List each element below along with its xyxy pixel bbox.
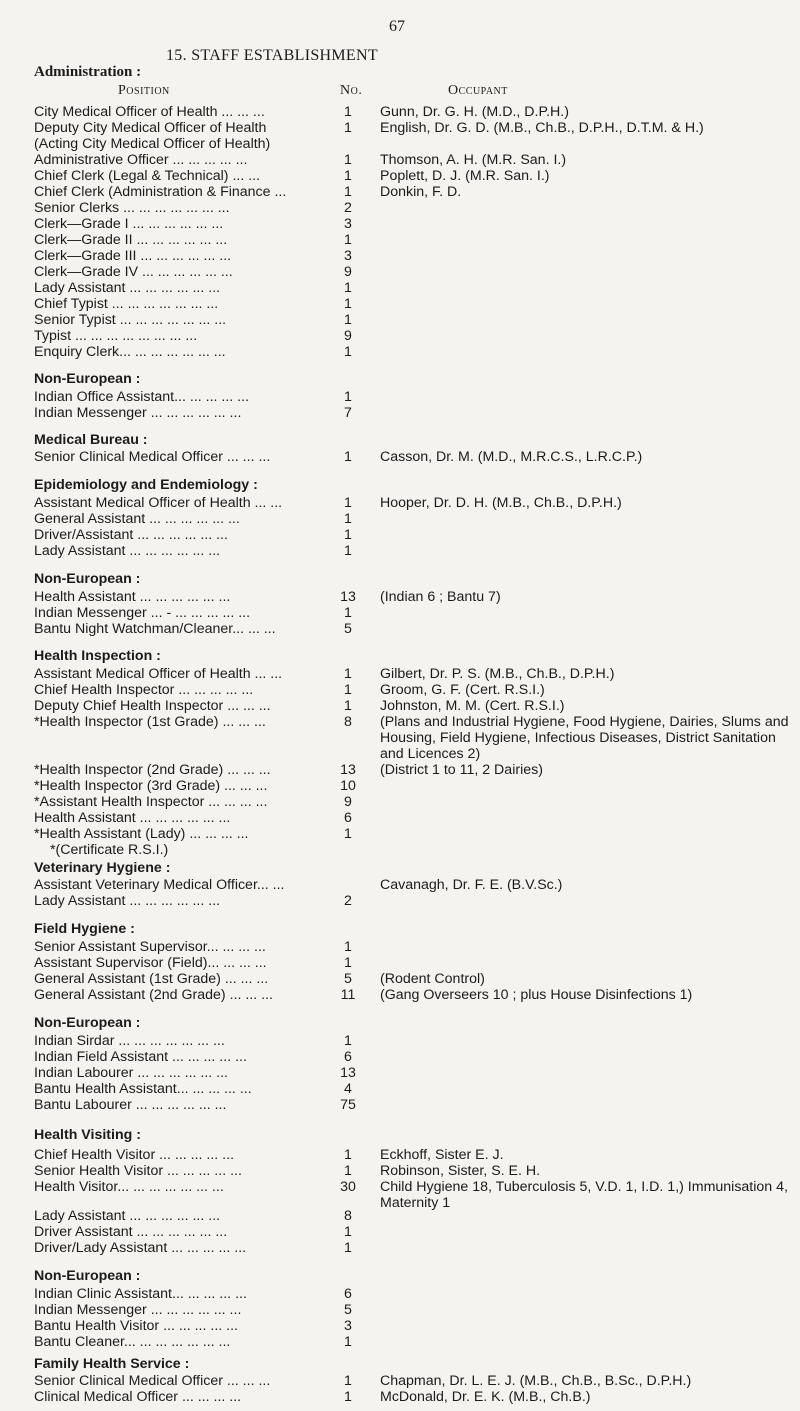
section-heading: Epidemiology and Endemiology : [34, 477, 258, 493]
position-cell: Driver Assistant ... ... ... ... ... ... [34, 1224, 228, 1240]
table-row [0, 168, 800, 184]
occupant-cell: Hooper, Dr. D. H. (M.B., Ch.B., D.P.H.) [380, 495, 622, 511]
table-row [0, 826, 800, 842]
position-cell: Bantu Cleaner... ... ... ... ... ... ... [34, 1334, 231, 1350]
number-cell: 1 [344, 184, 352, 200]
number-cell: 1 [344, 104, 352, 120]
table-row [0, 449, 800, 465]
position-cell: Indian Messenger ... ... ... ... ... ... [34, 405, 242, 421]
position-cell: Chief Health Inspector ... ... ... ... ... [34, 682, 254, 698]
number-cell: 1 [344, 389, 352, 405]
table-row [0, 1240, 800, 1256]
position-cell: Senior Clinical Medical Officer ... ... ... [34, 449, 271, 465]
position-cell: Health Visitor... ... ... ... ... ... ... [34, 1179, 224, 1195]
column-header-position: Position [118, 83, 170, 98]
occupant-cell: Donkin, F. D. [380, 184, 462, 200]
occupant-cell: Child Hygiene 18, Tuberculosis 5, V.D. 1, I.D. 1,) Immunisation 4, Maternity 1 [380, 1179, 788, 1211]
table-row [0, 842, 800, 858]
position-cell: Assistant Veterinary Medical Officer... ... [34, 877, 285, 893]
table-row [0, 312, 800, 328]
position-cell: Lady Assistant ... ... ... ... ... ... [34, 280, 221, 296]
position-cell: Health Assistant ... ... ... ... ... ... [34, 810, 231, 826]
position-cell: Chief Health Visitor ... ... ... ... ... [34, 1147, 235, 1163]
number-cell: 1 [344, 1033, 352, 1049]
table-row [0, 511, 800, 527]
occupant-cell: (Plans and Industrial Hygiene, Food Hygiene, Dairies, Slums and Housing, Field Hygiene, Infectious Diseases, District Sanitation and Licences 2) [380, 714, 789, 762]
section-heading: Family Health Service : [34, 1356, 190, 1372]
number-cell: 13 [340, 762, 356, 778]
number-cell: 1 [344, 296, 352, 312]
occupant-cell: Johnston, M. M. (Cert. R.S.I.) [380, 698, 565, 714]
table-row [0, 1049, 800, 1065]
position-cell: Lady Assistant ... ... ... ... ... ... [34, 543, 221, 559]
position-cell: Indian Messenger ... ‑ ... ... ... ... ... [34, 605, 251, 621]
position-cell: Lady Assistant ... ... ... ... ... ... [34, 893, 221, 909]
table-row [0, 810, 800, 826]
table-row [0, 152, 800, 168]
table-row [0, 389, 800, 405]
position-cell: Senior Health Visitor ... ... ... ... ... [34, 1163, 242, 1179]
table-row [0, 682, 800, 698]
table-row [0, 328, 800, 344]
number-cell: 2 [344, 200, 352, 216]
position-cell: Assistant Supervisor (Field)... ... ... ... [34, 955, 267, 971]
table-row [0, 971, 800, 987]
number-cell: 9 [344, 328, 352, 344]
number-cell: 1 [344, 1389, 352, 1405]
number-cell: 1 [344, 826, 352, 842]
occupant-cell: McDonald, Dr. E. K. (M.B., Ch.B.) [380, 1389, 591, 1405]
table-row [0, 104, 800, 120]
table-row [0, 1065, 800, 1081]
position-cell: General Assistant ... ... ... ... ... ... [34, 511, 240, 527]
position-cell: Driver/Assistant ... ... ... ... ... ... [34, 527, 228, 543]
position-cell: Indian Messenger ... ... ... ... ... ... [34, 1302, 242, 1318]
number-cell: 1 [344, 449, 352, 465]
number-cell: 5 [344, 1302, 352, 1318]
number-cell: 8 [344, 1208, 352, 1224]
number-cell: 1 [344, 344, 352, 360]
table-row [0, 778, 800, 794]
occupant-cell: Thomson, A. H. (M.R. San. I.) [380, 152, 567, 168]
table-row [0, 714, 800, 762]
position-cell: Health Assistant ... ... ... ... ... ... [34, 589, 231, 605]
occupant-cell: Gilbert, Dr. P. S. (M.B., Ch.B., D.P.H.) [380, 666, 615, 682]
occupant-cell: Gunn, Dr. G. H. (M.D., D.P.H.) [380, 104, 569, 120]
number-cell: 1 [344, 280, 352, 296]
position-cell: Senior Assistant Supervisor... ... ... ... [34, 939, 266, 955]
table-row [0, 762, 800, 778]
position-cell: Lady Assistant ... ... ... ... ... ... [34, 1208, 221, 1224]
table-row [0, 666, 800, 682]
occupant-cell: (Indian 6 ; Bantu 7) [380, 589, 501, 605]
occupant-cell: (District 1 to 11, 2 Dairies) [380, 762, 543, 778]
number-cell: 1 [344, 1224, 352, 1240]
number-cell: 3 [344, 248, 352, 264]
position-cell: Clerk—Grade I ... ... ... ... ... ... [34, 216, 224, 232]
position-cell: Deputy City Medical Officer of Health [34, 120, 267, 136]
table-row [0, 589, 800, 605]
column-header-no: No. [340, 83, 363, 98]
position-cell: Chief Clerk (Administration & Finance ... [34, 184, 287, 200]
table-row [0, 1224, 800, 1240]
table-row [0, 1097, 800, 1113]
table-row [0, 1147, 800, 1163]
table-row [0, 794, 800, 810]
table-row [0, 1179, 800, 1211]
table-row [0, 248, 800, 264]
table-row [0, 280, 800, 296]
occupant-cell: Poplett, D. J. (M.R. San. I.) [380, 168, 550, 184]
table-row [0, 877, 800, 893]
number-cell: 1 [344, 120, 352, 136]
table-row [0, 1302, 800, 1318]
table-row [0, 495, 800, 511]
table-row [0, 1286, 800, 1302]
number-cell: 6 [344, 810, 352, 826]
position-cell: General Assistant (2nd Grade) ... ... ... [34, 987, 273, 1003]
position-cell: Typist ... ... ... ... ... ... ... ... [34, 328, 198, 344]
table-row [0, 296, 800, 312]
table-row [0, 543, 800, 559]
table-row [0, 264, 800, 280]
number-cell: 1 [344, 682, 352, 698]
position-cell: Bantu Night Watchman/Cleaner... ... ... [34, 621, 276, 637]
position-cell: Indian Labourer ... ... ... ... ... ... [34, 1065, 228, 1081]
position-cell: *Assistant Health Inspector ... ... ... ... [34, 794, 268, 810]
number-cell: 3 [344, 216, 352, 232]
position-cell: *Health Inspector (3rd Grade) ... ... ... [34, 778, 268, 794]
table-row [0, 120, 800, 136]
table-row [0, 1373, 800, 1389]
table-row [0, 1208, 800, 1224]
table-row [0, 1389, 800, 1405]
position-cell: Senior Clerks ... ... ... ... ... ... ... [34, 200, 230, 216]
number-cell: 1 [344, 955, 352, 971]
number-cell: 7 [344, 405, 352, 421]
section-heading: Non-European : [34, 1268, 141, 1284]
column-header-occupant: Occupant [448, 83, 508, 98]
number-cell: 75 [340, 1097, 356, 1113]
number-cell: 3 [344, 1318, 352, 1334]
number-cell: 1 [344, 939, 352, 955]
position-cell: Assistant Medical Officer of Health ... ... [34, 666, 283, 682]
occupant-cell: (Rodent Control) [380, 971, 485, 987]
number-cell: 1 [344, 543, 352, 559]
occupant-cell: Casson, Dr. M. (M.D., M.R.C.S., L.R.C.P.) [380, 449, 643, 465]
position-cell: Clerk—Grade II ... ... ... ... ... ... [34, 232, 228, 248]
position-cell: Indian Field Assistant ... ... ... ... ... [34, 1049, 247, 1065]
position-cell: Driver/Lady Assistant ... ... ... ... ... [34, 1240, 247, 1256]
position-cell: Clerk—Grade III ... ... ... ... ... ... [34, 248, 232, 264]
occupant-cell: Robinson, Sister, S. E. H. [380, 1163, 541, 1179]
table-row [0, 621, 800, 637]
position-cell: *Health Inspector (1st Grade) ... ... ... [34, 714, 266, 730]
position-cell: Indian Sirdar ... ... ... ... ... ... ... [34, 1033, 225, 1049]
page-title: 15. STAFF ESTABLISHMENT [166, 47, 378, 64]
number-cell: 5 [344, 971, 352, 987]
number-cell: 4 [344, 1081, 352, 1097]
number-cell: 13 [340, 589, 356, 605]
position-cell: City Medical Officer of Health ... ... ... [34, 104, 265, 120]
table-row [0, 136, 800, 152]
number-cell: 1 [344, 511, 352, 527]
number-cell: 1 [344, 1147, 352, 1163]
table-row [0, 232, 800, 248]
number-cell: 1 [344, 1163, 352, 1179]
table-row [0, 1318, 800, 1334]
table-row [0, 698, 800, 714]
table-row [0, 955, 800, 971]
occupant-cell: (Gang Overseers 10 ; plus House Disinfections 1) [380, 987, 693, 1003]
position-cell: Deputy Chief Health Inspector ... ... ... [34, 698, 271, 714]
table-row [0, 200, 800, 216]
position-cell: Clerk—Grade IV ... ... ... ... ... ... [34, 264, 233, 280]
position-cell: Bantu Labourer ... ... ... ... ... ... [34, 1097, 227, 1113]
number-cell: 1 [344, 168, 352, 184]
section-heading: Medical Bureau : [34, 432, 148, 448]
position-cell: Chief Clerk (Legal & Technical) ... ... [34, 168, 261, 184]
occupant-cell: Cavanagh, Dr. F. E. (B.V.Sc.) [380, 877, 563, 893]
table-row [0, 344, 800, 360]
table-row [0, 184, 800, 200]
number-cell: 6 [344, 1286, 352, 1302]
number-cell: 2 [344, 893, 352, 909]
section-heading: Non-European : [34, 371, 141, 387]
table-row [0, 527, 800, 543]
section-heading: Non-European : [34, 571, 141, 587]
table-row [0, 987, 800, 1003]
position-cell: *Health Inspector (2nd Grade) ... ... ... [34, 762, 271, 778]
position-cell: Indian Clinic Assistant... ... ... ... ... [34, 1286, 247, 1302]
number-cell: 11 [340, 987, 356, 1003]
position-cell: *Health Assistant (Lady) ... ... ... ... [34, 826, 249, 842]
number-cell: 1 [344, 1240, 352, 1256]
section-heading: Health Visiting : [34, 1127, 141, 1143]
table-row [0, 939, 800, 955]
number-cell: 9 [344, 264, 352, 280]
position-cell: *(Certificate R.S.I.) [50, 842, 169, 858]
position-cell: (Acting City Medical Officer of Health) [34, 136, 271, 152]
position-cell: Senior Clinical Medical Officer ... ... ... [34, 1373, 271, 1389]
number-cell: 5 [344, 621, 352, 637]
position-cell: Bantu Health Assistant... ... ... ... ... [34, 1081, 252, 1097]
position-cell: Bantu Health Visitor ... ... ... ... ... [34, 1318, 238, 1334]
number-cell: 13 [340, 1065, 356, 1081]
number-cell: 1 [344, 232, 352, 248]
number-cell: 1 [344, 1334, 352, 1350]
section-heading-administration: Administration : [34, 64, 142, 80]
position-cell: Senior Typist ... ... ... ... ... ... ... [34, 312, 227, 328]
number-cell: 1 [344, 312, 352, 328]
number-cell: 9 [344, 794, 352, 810]
number-cell: 1 [344, 605, 352, 621]
occupant-cell: Groom, G. F. (Cert. R.S.I.) [380, 682, 545, 698]
number-cell: 30 [340, 1179, 356, 1195]
position-cell: Assistant Medical Officer of Health ... ... [34, 495, 283, 511]
table-row [0, 1081, 800, 1097]
occupant-cell: Eckhoff, Sister E. J. [380, 1147, 504, 1163]
number-cell: 1 [344, 527, 352, 543]
section-heading: Health Inspection : [34, 648, 161, 664]
number-cell: 1 [344, 495, 352, 511]
occupant-cell: English, Dr. G. D. (M.B., Ch.B., D.P.H., D.T.M. & H.) [380, 120, 704, 136]
number-cell: 1 [344, 666, 352, 682]
position-cell: General Assistant (1st Grade) ... ... ... [34, 971, 269, 987]
section-heading: Field Hygiene : [34, 921, 135, 937]
position-cell: Clinical Medical Officer ... ... ... ... [34, 1389, 242, 1405]
position-cell: Administrative Officer ... ... ... ... ... [34, 152, 248, 168]
section-heading: Non-European : [34, 1015, 141, 1031]
position-cell: Chief Typist ... ... ... ... ... ... ... [34, 296, 219, 312]
table-row [0, 1163, 800, 1179]
number-cell: 8 [344, 714, 352, 730]
page-number: 67 [389, 18, 405, 35]
table-row [0, 605, 800, 621]
number-cell: 10 [340, 778, 356, 794]
position-cell: Enquiry Clerk... ... ... ... ... ... ... [34, 344, 226, 360]
occupant-cell: Chapman, Dr. L. E. J. (M.B., Ch.B., B.Sc., D.P.H.) [380, 1373, 692, 1389]
position-cell: Indian Office Assistant... ... ... ... ... [34, 389, 250, 405]
table-row [0, 216, 800, 232]
number-cell: 1 [344, 152, 352, 168]
number-cell: 6 [344, 1049, 352, 1065]
table-row [0, 893, 800, 909]
table-row [0, 1033, 800, 1049]
table-row [0, 1334, 800, 1350]
number-cell: 1 [344, 698, 352, 714]
section-heading: Veterinary Hygiene : [34, 860, 171, 876]
number-cell: 1 [344, 1373, 352, 1389]
table-row [0, 405, 800, 421]
